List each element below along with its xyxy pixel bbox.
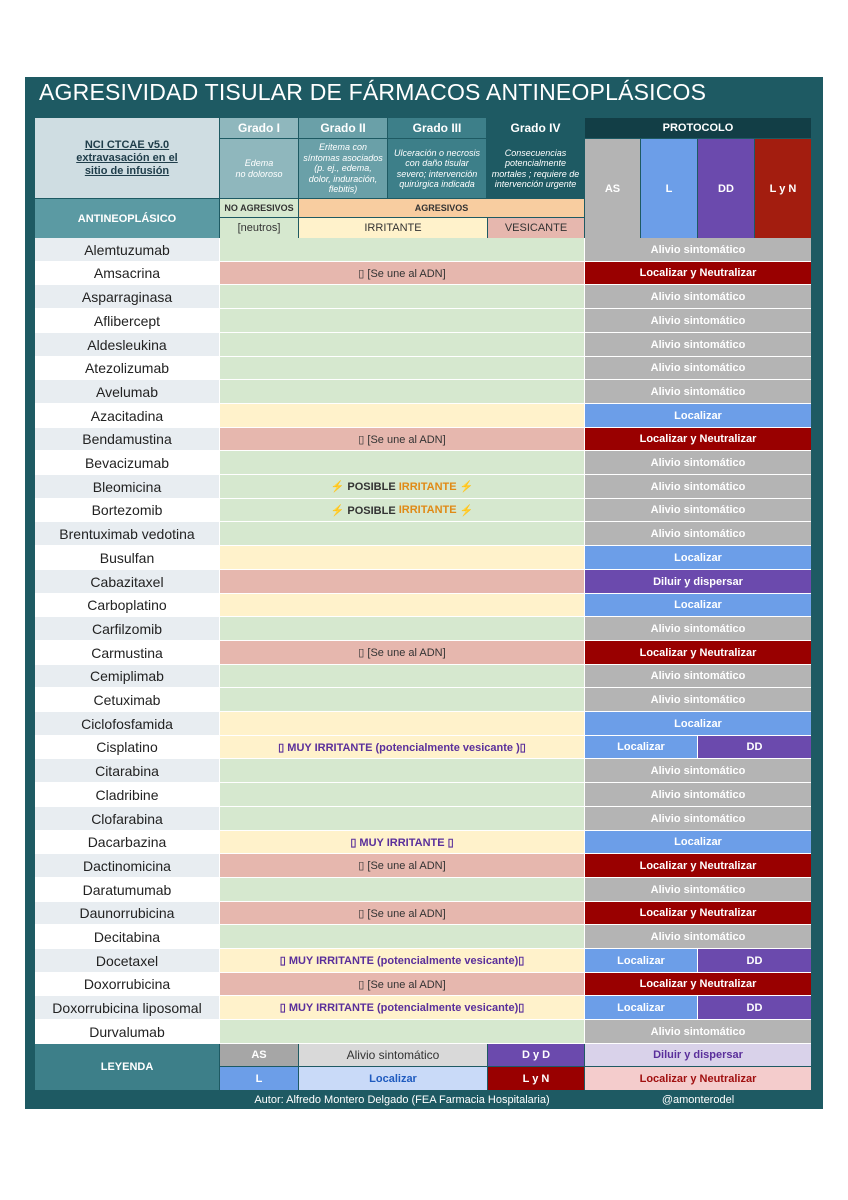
drug-name: Dacarbazina (35, 831, 219, 853)
aggressiveness-band (220, 878, 584, 901)
protocol-cell: Localizar y Neutralizar (585, 973, 811, 995)
grade-1-label: Grado I (220, 118, 298, 138)
protocol-cell: Alivio sintomático (585, 807, 811, 830)
drug-name: Cabazitaxel (35, 570, 219, 593)
drug-name: Durvalumab (35, 1020, 219, 1043)
footer-handle: @amonterodel (661, 1093, 735, 1106)
protocol-cell: Alivio sintomático (585, 925, 811, 948)
aggressiveness-band (220, 499, 584, 521)
aggressiveness-band (220, 783, 584, 806)
grade-4-label: Grado IV (487, 118, 584, 138)
table-header (35, 118, 811, 238)
protocol-cell: Alivio sintomático (585, 333, 811, 356)
protocol-col-ln: L y N (755, 139, 811, 238)
protocol-cell: Alivio sintomático (585, 665, 811, 687)
protocol-cell: Localizar y Neutralizar (585, 428, 811, 450)
drug-table (35, 238, 811, 1044)
aggressiveness-band (220, 380, 584, 403)
protocol-cell: Alivio sintomático (585, 451, 811, 474)
legend-ln-text: Localizar y Neutralizar (585, 1067, 811, 1090)
aggressiveness-band (220, 451, 584, 474)
protocol-cell: DD (698, 736, 811, 758)
drug-name: Daunorrubicina (35, 902, 219, 924)
legend-ln-code: L y N (488, 1067, 584, 1090)
drug-name: Clofarabina (35, 807, 219, 830)
aggressiveness-band (220, 570, 584, 593)
note-text: ▯ [Se une al ADN] (358, 433, 446, 446)
footer-author: Autor: Alfredo Montero Delgado (FEA Farmacia Hospitalaria) (254, 1093, 550, 1106)
note-text: ▯ [Se une al ADN] (358, 860, 446, 872)
aggressiveness-band (220, 973, 584, 995)
protocol-cell: Alivio sintomático (585, 878, 811, 901)
drug-name: Alemtuzumab (35, 238, 219, 261)
drug-name: Decitabina (35, 925, 219, 948)
agresivos-label: AGRESIVOS (299, 199, 584, 217)
protocol-cell: Alivio sintomático (585, 285, 811, 308)
legend-as-text: Alivio sintomático (299, 1044, 487, 1066)
aggressiveness-band (220, 428, 584, 450)
aggressiveness-band (220, 617, 584, 640)
drug-name: Carmustina (35, 641, 219, 664)
aggressiveness-band (220, 688, 584, 711)
sheet (25, 77, 823, 1109)
drug-name: Cisplatino (35, 736, 219, 758)
drug-name: Amsacrina (35, 262, 219, 284)
protocol-cell: Localizar y Neutralizar (585, 641, 811, 664)
drug-name: Bortezomib (35, 499, 219, 521)
drug-name: Atezolizumab (35, 357, 219, 379)
drug-name: Cladribine (35, 783, 219, 806)
drug-name: Cetuximab (35, 688, 219, 711)
aggressiveness-band (220, 333, 584, 356)
antineoplasico-label: ANTINEOPLÁSICO (35, 199, 219, 238)
grade-3-label: Grado III (388, 118, 486, 138)
protocol-cell: Alivio sintomático (585, 309, 811, 332)
aggressiveness-band (220, 1020, 584, 1043)
note-text: ⚡ (456, 504, 474, 517)
vesicante-label: VESICANTE (488, 218, 584, 238)
irritante-highlight: IRRITANTE (398, 504, 457, 516)
aggressiveness-band (220, 759, 584, 782)
aggressiveness-band (220, 357, 584, 379)
protocol-cell: Alivio sintomático (585, 380, 811, 403)
neutros-label: [neutros] (220, 218, 298, 238)
protocol-cell: Alivio sintomático (585, 357, 811, 379)
aggressiveness-band (220, 404, 584, 427)
aggressiveness-band (220, 854, 584, 877)
protocol-cell: DD (698, 996, 811, 1019)
aggressiveness-band (220, 807, 584, 830)
grade-1-desc: Edema no doloroso (220, 139, 298, 198)
note-text: ▯ [Se une al ADN] (358, 907, 446, 920)
drug-name: Ciclofosfamida (35, 712, 219, 735)
protocol-col-as: AS (585, 139, 640, 238)
protocol-cell: Alivio sintomático (585, 688, 811, 711)
page-title: AGRESIVIDAD TISULAR DE FÁRMACOS ANTINEOPLÁSICOS (39, 79, 707, 105)
aggressiveness-band (220, 641, 584, 664)
legend-as-code: AS (220, 1044, 298, 1066)
grade-2-label: Grado II (299, 118, 387, 138)
protocol-cell: Alivio sintomático (585, 238, 811, 261)
protocol-cell: Localizar (585, 546, 811, 569)
drug-name: Aflibercept (35, 309, 219, 332)
legend-dd-text: Diluir y dispersar (585, 1044, 811, 1066)
note-text: ▯ MUY IRRITANTE ▯ (350, 836, 454, 849)
drug-name: Daratumumab (35, 878, 219, 901)
protocol-cell: Alivio sintomático (585, 499, 811, 521)
drug-name: Doxorrubicina liposomal (35, 996, 219, 1019)
drug-name: Doxorrubicina (35, 973, 219, 995)
aggressiveness-band (220, 925, 584, 948)
note-text: ⚡ (456, 481, 474, 493)
drug-name: Bendamustina (35, 428, 219, 450)
drug-name: Busulfan (35, 546, 219, 569)
drug-name: Bevacizumab (35, 451, 219, 474)
protocol-cell: Localizar (585, 736, 697, 758)
aggressiveness-band (220, 736, 584, 758)
aggressiveness-band (220, 712, 584, 735)
legend-title: LEYENDA (35, 1044, 219, 1090)
no-agresivos-label: NO AGRESIVOS (220, 199, 298, 217)
aggressiveness-band (220, 309, 584, 332)
aggressiveness-band (220, 665, 584, 687)
aggressiveness-band (220, 831, 584, 853)
aggressiveness-band (220, 996, 584, 1019)
aggressiveness-band (220, 262, 584, 284)
irritante-label: IRRITANTE (299, 218, 487, 238)
note-text: ▯ [Se une al ADN] (358, 647, 446, 659)
aggressiveness-band (220, 522, 584, 545)
protocol-cell: Localizar (585, 949, 697, 972)
drug-name: Carboplatino (35, 594, 219, 616)
grade-2-desc: Eritema con síntomas asociados (p. ej., edema, dolor, induración, flebitis) (299, 139, 387, 198)
drug-name: Bleomicina (35, 475, 219, 498)
drug-name: Asparraginasa (35, 285, 219, 308)
drug-name: Docetaxel (35, 949, 219, 972)
aggressiveness-band (220, 238, 584, 261)
drug-name: Carfilzomib (35, 617, 219, 640)
drug-name: Aldesleukina (35, 333, 219, 356)
aggressiveness-band (220, 285, 584, 308)
aggressiveness-band (220, 902, 584, 924)
drug-name: Avelumab (35, 380, 219, 403)
protocol-cell: Localizar (585, 712, 811, 735)
legend (35, 1044, 811, 1090)
aggressiveness-band (220, 475, 584, 498)
protocol-cell: Localizar (585, 594, 811, 616)
aggressiveness-band (220, 546, 584, 569)
aggressiveness-band (220, 594, 584, 616)
protocol-cell: Localizar y Neutralizar (585, 902, 811, 924)
grade-4-desc: Consecuencias potencialmente mortales ; requiere de intervención urgente (487, 139, 584, 198)
protocol-cell: Alivio sintomático (585, 522, 811, 545)
note-text: ⚡ POSIBLE (330, 481, 399, 493)
nci-ctcae-label: NCI CTCAE v5.0 extravasación en el sitio de infusión (35, 118, 219, 198)
drug-name: Citarabina (35, 759, 219, 782)
legend-dd-code: D y D (488, 1044, 584, 1066)
protocol-cell: Alivio sintomático (585, 475, 811, 498)
note-text: ▯ [Se une al ADN] (358, 267, 446, 280)
protocol-cell: Alivio sintomático (585, 783, 811, 806)
legend-l-code: L (220, 1067, 298, 1090)
aggressiveness-band (220, 949, 584, 972)
irritante-highlight: IRRITANTE (398, 480, 457, 493)
drug-name: Azacitadina (35, 404, 219, 427)
drug-name: Brentuximab vedotina (35, 522, 219, 545)
protocol-cell: Localizar y Neutralizar (585, 854, 811, 877)
protocol-col-l: L (641, 139, 697, 238)
protocol-cell: Localizar (585, 831, 811, 853)
protocol-cell: Localizar y Neutralizar (585, 262, 811, 284)
note-text: ⚡ POSIBLE (330, 504, 399, 517)
drug-name: Cemiplimab (35, 665, 219, 687)
note-text: ▯ [Se une al ADN] (358, 978, 446, 991)
protocol-col-dd: DD (698, 139, 754, 238)
protocol-cell: Localizar (585, 404, 811, 427)
protocol-cell: Alivio sintomático (585, 759, 811, 782)
legend-l-text: Localizar (299, 1067, 487, 1090)
protocol-cell: DD (698, 949, 811, 972)
drug-name: Dactinomicina (35, 854, 219, 877)
protocol-cell: Localizar (585, 996, 697, 1019)
protocol-cell: Alivio sintomático (585, 1020, 811, 1043)
protocol-cell: Diluir y dispersar (585, 570, 811, 593)
note-text: ▯ MUY IRRITANTE (potencialmente vesicante )▯ (278, 741, 526, 754)
grade-3-desc: Ulceración o necrosis con daño tisular severo; intervención quirúrgica indicada (388, 139, 486, 198)
protocolo-label: PROTOCOLO (585, 118, 811, 138)
note-text: ▯ MUY IRRITANTE (potencialmente vesicante)▯ (279, 955, 525, 967)
note-text: ▯ MUY IRRITANTE (potencialmente vesicante)▯ (279, 1002, 525, 1014)
protocol-cell: Alivio sintomático (585, 617, 811, 640)
